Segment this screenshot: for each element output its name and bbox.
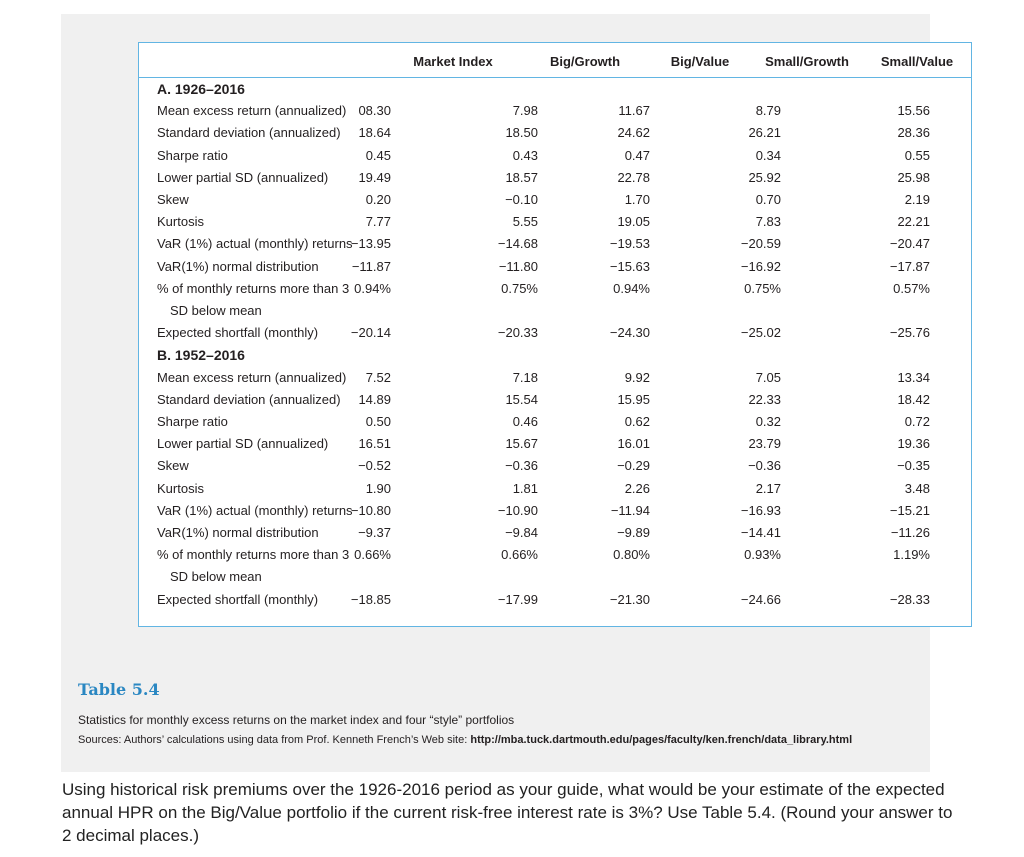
table-cell: −14.68 (497, 236, 538, 252)
row-label: Expected shortfall (monthly) (157, 591, 319, 607)
row-label: Lower partial SD (annualized) (157, 436, 329, 452)
table-cell: 15.56 (897, 103, 930, 119)
figure-panel (61, 14, 954, 772)
table-cell: 7.83 (755, 214, 781, 230)
row-label: Sharpe ratio (157, 414, 228, 429)
table-cell: 0.94% (613, 280, 650, 296)
row-label: Lower partial SD (annualized) (157, 169, 329, 185)
table-cell: −9.89 (617, 525, 650, 540)
table-cell: 0.46 (512, 414, 538, 429)
table-cell: 7.77 (365, 214, 391, 230)
table-cell: −14.41 (740, 525, 781, 540)
table-cell: 0.34 (755, 147, 781, 163)
table-cell: 15.95 (617, 391, 650, 407)
table-cell: −0.10 (505, 192, 538, 207)
table-cell: −16.92 (740, 258, 781, 274)
statistics-table (138, 42, 972, 627)
table-cell: 19.36 (897, 436, 930, 452)
table-header-row (139, 43, 971, 78)
column-header: Big/Value (670, 54, 730, 69)
table-cell: 13.34 (897, 369, 930, 385)
table-cell: −0.36 (505, 458, 538, 474)
table-cell: 3.48 (904, 480, 930, 496)
table-cell: −25.76 (889, 325, 930, 341)
table-cell: 9.92 (624, 369, 650, 385)
table-cell: −0.52 (358, 458, 391, 474)
table-cell: −24.66 (740, 591, 781, 607)
row-label: Mean excess return (annualized) (157, 103, 347, 119)
table-cell: 0.72 (904, 414, 930, 429)
table-cell: 18.42 (897, 391, 930, 407)
table-cell: −17.87 (889, 258, 930, 274)
table-cell: 16.01 (617, 436, 650, 452)
table-cell: −16.93 (740, 502, 781, 518)
table-cell: 22.21 (897, 214, 930, 230)
table-cell: −20.47 (889, 236, 930, 252)
row-label: Skew (157, 458, 189, 474)
table-cell: 23.79 (748, 436, 781, 452)
table-cell: −10.80 (350, 502, 391, 518)
table-cell: −20.33 (497, 325, 538, 341)
table-cell: 19.49 (358, 169, 391, 185)
table-cell: 24.62 (617, 125, 650, 141)
table-cell: 8.79 (755, 103, 781, 119)
table-cell: 2.17 (755, 480, 781, 496)
table-cell: −24.30 (609, 325, 650, 341)
table-cell: 7.98 (512, 103, 538, 119)
table-cell: −11.94 (610, 502, 650, 518)
table-cell: 7.18 (512, 369, 538, 385)
row-label: Kurtosis (157, 214, 204, 230)
table-cell: 0.32 (755, 414, 781, 429)
table-cell: 0.50 (365, 414, 391, 429)
table-cell: 26.21 (748, 125, 781, 141)
table-cell: 0.93% (744, 547, 781, 563)
table-cell: 0.45 (365, 147, 391, 163)
table-cell: 0.66% (354, 547, 391, 563)
table-cell: −13.95 (350, 236, 391, 252)
table-cell: −0.29 (617, 458, 650, 474)
table-caption-title: Table 5.4 (78, 680, 160, 699)
table-cell: 0.47 (624, 147, 650, 163)
sources-url: http://mba.tuck.dartmouth.edu/pages/faculty/ken.french/data_library.html (470, 734, 853, 746)
table-cell: 28.36 (897, 125, 930, 141)
column-header: Small/Growth (765, 54, 849, 69)
table-cell: 0.20 (365, 192, 391, 207)
table-cell: 08.30 (358, 103, 391, 119)
column-header: Small/Value (880, 54, 954, 69)
table-cell: −9.37 (358, 525, 391, 540)
table-cell: 7.05 (755, 369, 781, 385)
table-cell: 19.05 (617, 214, 650, 230)
table-cell: −21.30 (609, 591, 650, 607)
table-cell: 14.89 (358, 391, 391, 407)
row-label: Kurtosis (157, 480, 204, 496)
table-cell: 1.90 (365, 480, 391, 496)
table-cell: 0.43 (512, 147, 538, 163)
table-sources (78, 733, 908, 747)
table-cell: 1.70 (624, 192, 650, 207)
table-cell: 1.81 (512, 480, 538, 496)
table-cell: −17.99 (497, 591, 538, 607)
row-label: VaR(1%) normal distribution (157, 525, 319, 540)
table-cell: 16.51 (358, 436, 391, 452)
table-cell: 22.78 (617, 169, 650, 185)
table-cell: 15.54 (505, 391, 538, 407)
table-cell: 2.26 (624, 480, 650, 496)
table-cell: 0.75% (744, 280, 781, 296)
table-cell: 0.55 (904, 147, 930, 163)
table-cell: 0.66% (501, 547, 538, 563)
row-label: Standard deviation (annualized) (157, 125, 341, 141)
table-cell: 0.94% (354, 280, 391, 296)
row-label-continued: SD below mean (170, 302, 262, 318)
table-cell: −11.26 (890, 525, 930, 540)
table-cell: −0.36 (748, 458, 781, 474)
column-header: Big/Growth (549, 54, 621, 69)
table-cell: 2.19 (904, 192, 930, 207)
sources-text: Sources: Authors’ calculations using data from Prof. Kenneth French’s Web site: (78, 734, 471, 746)
row-label: VaR(1%) normal distribution (157, 258, 319, 274)
row-label: Sharpe ratio (157, 147, 228, 163)
table-cell: 15.67 (505, 436, 538, 452)
row-label: VaR (1%) actual (monthly) returns (157, 236, 353, 252)
row-label: Expected shortfall (monthly) (157, 325, 319, 341)
table-cell: 0.70 (755, 192, 781, 207)
table-cell: 25.92 (748, 169, 781, 185)
table-cell: −10.90 (497, 502, 538, 518)
table-cell: 0.62 (624, 414, 650, 429)
table-cell: −11.80 (498, 258, 538, 274)
table-cell: −0.35 (897, 458, 930, 474)
table-cell: 25.98 (897, 169, 930, 185)
table-cell: −28.33 (889, 591, 930, 607)
row-label: VaR (1%) actual (monthly) returns (157, 502, 353, 518)
table-cell: −19.53 (609, 236, 650, 252)
table-cell: 0.80% (613, 547, 650, 563)
row-label: Standard deviation (annualized) (157, 391, 341, 407)
table-cell: 18.50 (505, 125, 538, 141)
table-cell: 11.67 (618, 103, 650, 119)
table-cell: −15.21 (889, 502, 930, 518)
column-header: Market Index (413, 54, 493, 69)
table-cell: 0.57% (893, 280, 930, 296)
row-label: Skew (157, 192, 189, 207)
table-cell: 5.55 (512, 214, 538, 230)
row-label-continued: SD below mean (170, 569, 262, 585)
table-caption-description: Statistics for monthly excess returns on the market index and four “style” portfolios (78, 713, 515, 727)
question-text: Using historical risk premiums over the 1926-2016 period as your guide, what would be your estimate of the expected annual HPR on the Big/Value portfolio if the current risk-free interest rate is 3%? Use Table 5.4. (Round your answer to 2 decimal places.) (62, 780, 953, 845)
row-label: Mean excess return (annualized) (157, 369, 347, 385)
table-cell: −20.59 (740, 236, 781, 252)
table-cell: −9.84 (505, 525, 538, 540)
table-cell: 18.64 (358, 125, 391, 141)
table-cell: −15.63 (609, 258, 650, 274)
section-title: B. 1952–2016 (157, 347, 245, 364)
table-cell: 7.52 (365, 369, 391, 385)
row-label: % of monthly returns more than 3 (157, 280, 350, 296)
section-title: A. 1926–2016 (157, 81, 245, 97)
row-label: % of monthly returns more than 3 (157, 547, 350, 563)
table-cell: 0.75% (501, 280, 538, 296)
table-cell: −20.14 (350, 325, 391, 341)
table-cell: 18.57 (505, 169, 538, 185)
table-cell: −18.85 (350, 591, 391, 607)
table-cell: −11.87 (351, 258, 391, 274)
table-cell: 22.33 (748, 391, 781, 407)
table-cell: 1.19% (893, 547, 930, 563)
table-cell: −25.02 (740, 325, 781, 341)
